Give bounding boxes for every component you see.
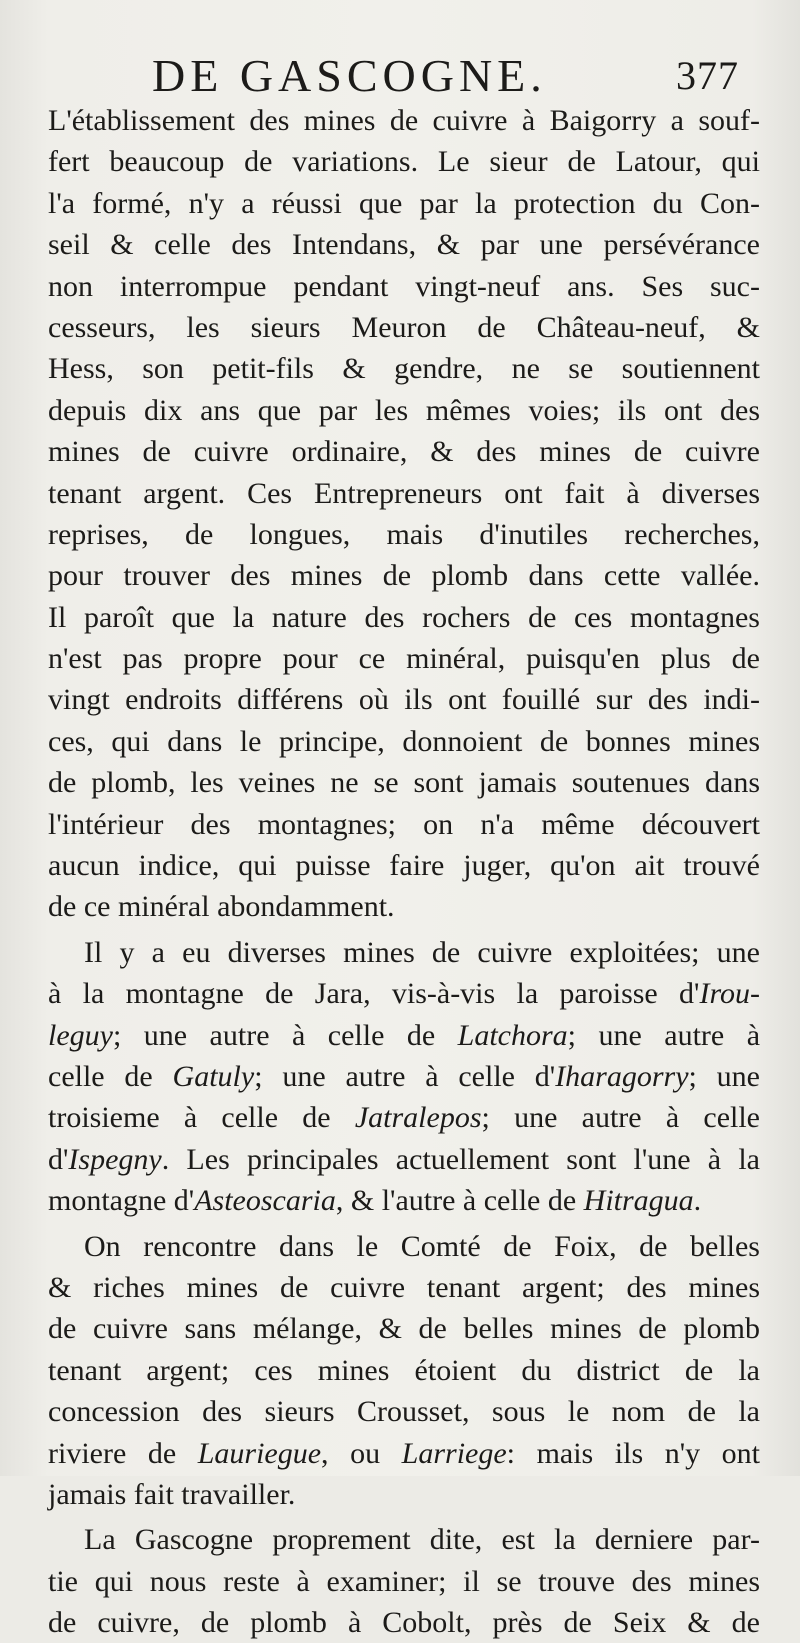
text-run: , ou [321,1436,402,1470]
text-line [48,473,760,514]
text-run: de cuivre, de plomb à Cobolt, près de Seix & de [48,1606,760,1640]
text-line [48,1474,760,1515]
text-line [48,555,760,596]
text-run: tie qui nous reste à examiner; il se trouve des mines [48,1564,760,1598]
text-run: de cuivre sans mélange, & de belles mines de plomb [48,1312,760,1346]
paragraph [48,932,760,1222]
text-line [48,1561,760,1602]
text-run: & riches mines de cuivre tenant argent; des mines [48,1270,760,1304]
text-run: : mais ils n'y ont [506,1436,760,1470]
text-run: ; une [688,1059,760,1093]
text-line [48,679,760,720]
text-line [48,1350,760,1391]
paragraph [48,1226,760,1516]
text-line [48,431,760,472]
page-number: 377 [676,53,739,98]
text-line [48,266,760,307]
text-run: jamais fait travailler. [48,1477,296,1511]
text-run: . Les principales actuellement sont l'une à la [161,1142,760,1176]
body-text [48,100,760,1643]
text-run: L'établissement des mines de cuivre à Baigorry a souf- [48,104,760,137]
text-run: On rencontre dans le Comté de Foix, de belles [84,1229,760,1263]
text-run: cesseurs, les sieurs Meuron de Château-neuf, & [48,310,760,344]
text-run: tenant argent; ces mines étoient du district de la [48,1353,760,1387]
text-run: seil & celle des Intendans, & par une persévérance [48,228,760,262]
text-line [48,1097,760,1138]
text-line [48,638,760,679]
text-run: non interrompue pendant vingt-neuf ans. Ses suc- [48,269,760,303]
text-run: La Gascogne proprement dite, est la derniere par- [84,1523,760,1557]
text-run: concession des sieurs Crousset, sous le nom de la [48,1395,760,1429]
text-line [48,100,760,141]
text-line [48,390,760,431]
text-line [48,597,760,638]
text-line [48,1139,760,1180]
text-line [48,1015,760,1056]
text-run: montagne d' [48,1184,195,1218]
text-line [48,141,760,182]
italic-place-name: Larriege [401,1436,507,1470]
text-run: reprises, de longues, mais d'inutiles recherches, [48,517,760,551]
italic-place-name: Hitragua [583,1184,694,1218]
text-line [48,804,760,845]
paragraph [48,100,760,928]
italic-place-name: leguy [48,1018,113,1052]
text-line [48,845,760,886]
italic-place-name: Jatralepos [354,1101,482,1135]
text-run: l'a formé, n'y a réussi que par la protection du Con- [48,186,760,220]
text-run: Il y a eu diverses mines de cuivre exploitées; une [84,935,760,969]
paragraph [48,1519,760,1643]
text-line [48,1391,760,1432]
text-run: . [693,1184,702,1218]
text-run: mines de cuivre ordinaire, & des mines de cuivre [48,435,760,469]
italic-place-name: Ispegny [68,1142,162,1176]
text-line [48,348,760,389]
text-run: aucun indice, qui puisse faire juger, qu'on ait trouvé [48,849,760,883]
text-run: ; une autre à celle de [112,1018,458,1052]
italic-place-name: Asteoscaria [194,1184,336,1218]
italic-place-name: Iharagorry [555,1059,689,1093]
text-line [48,224,760,265]
italic-place-name: Latchora [457,1018,568,1052]
text-line [48,183,760,224]
text-line [48,1267,760,1308]
text-run: ces, qui dans le principe, donnoient de bonnes mines [48,724,760,758]
text-run: Il paroît que la nature des rochers de ces montagnes [48,600,760,634]
text-line [48,1056,760,1097]
italic-place-name: Lauriegue [197,1436,322,1470]
text-run: n'est pas propre pour ce minéral, puisqu'en plus de [48,642,760,676]
text-run: l'intérieur des montagnes; on n'a même découvert [48,807,760,841]
running-title: DE GASCOGNE. [152,50,547,101]
text-run: Hess, son petit-fils & gendre, ne se soutiennent [48,352,760,386]
text-run: d' [48,1142,69,1176]
text-line [48,1308,760,1349]
text-run: ; une autre à celle d' [254,1059,556,1093]
text-line [48,1602,760,1643]
page-header [0,44,800,108]
text-run: , & l'autre à celle de [335,1184,584,1218]
text-run: de plomb, les veines ne se sont jamais soutenues dans [48,766,760,800]
text-line [48,886,760,927]
text-run: ; une autre à [567,1018,761,1052]
italic-place-name: Gatuly [172,1059,255,1093]
text-line [48,514,760,555]
text-run: à la montagne de Jara, vis-à-vis la paroisse d' [48,977,700,1011]
text-run: celle de [48,1059,173,1093]
text-line [48,1180,760,1221]
text-run: tenant argent. Ces Entrepreneurs ont fait à diverses [48,476,760,510]
text-run: depuis dix ans que par les mêmes voies; ils ont des [48,393,760,427]
text-run: riviere de [48,1436,198,1470]
text-line [48,762,760,803]
text-run: fert beaucoup de variations. Le sieur de Latour, qui [48,145,760,179]
text-line [48,721,760,762]
text-run: vingt endroits différens où ils ont fouillé sur des indi- [48,683,760,717]
text-line [48,307,760,348]
text-line [48,1433,760,1474]
text-run: ; une autre à celle [481,1101,760,1135]
text-run: de ce minéral abondamment. [48,890,395,924]
text-run: pour trouver des mines de plomb dans cette vallée. [48,559,760,593]
italic-place-name: Irou- [699,977,760,1011]
text-line [48,973,760,1014]
text-line [48,932,760,973]
text-line [48,1519,760,1560]
text-line [48,1226,760,1267]
text-run: troisieme à celle de [48,1101,355,1135]
